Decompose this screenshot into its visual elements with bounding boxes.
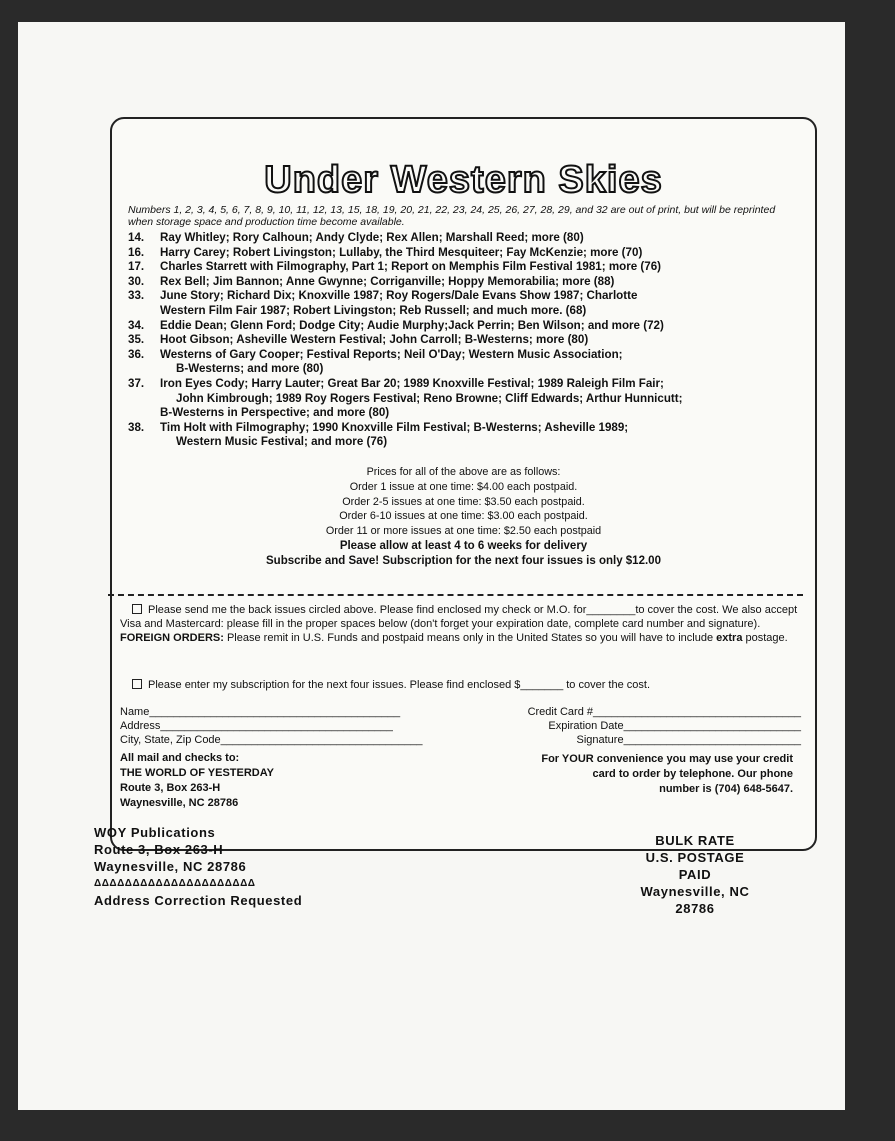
credit-card-field[interactable]: Credit Card #__________________________________ bbox=[527, 706, 801, 718]
sender-line: Address Correction Requested bbox=[94, 893, 303, 908]
return-address bbox=[94, 824, 302, 909]
indicia-line: 28786 bbox=[675, 901, 715, 916]
cut-line bbox=[108, 594, 803, 596]
phone-line: card to order by telephone. Our phone bbox=[592, 768, 793, 780]
issue-contents-cont: Western Film Fair 1987; Robert Livingston; Reb Russell; and much more. (68) bbox=[160, 303, 587, 317]
city-state-zip-field[interactable]: City, State, Zip Code_________________________________ bbox=[120, 734, 423, 746]
issue-number: 36. bbox=[128, 347, 145, 361]
subscription-checkbox[interactable] bbox=[132, 679, 142, 689]
address-field[interactable]: Address______________________________________ bbox=[120, 720, 393, 732]
back-issue-list bbox=[128, 231, 805, 450]
signature-field[interactable]: Signature_____________________________ bbox=[576, 734, 801, 746]
delta-row: ΔΔΔΔΔΔΔΔΔΔΔΔΔΔΔΔΔΔΔΔΔ bbox=[94, 878, 256, 889]
back-issue-entry[interactable] bbox=[128, 231, 805, 246]
issue-number: 16. bbox=[128, 245, 145, 259]
back-issue-entry[interactable] bbox=[128, 421, 805, 450]
delivery-note: Please allow at least 4 to 6 weeks for delivery bbox=[339, 539, 588, 552]
mail-line: THE WORLD OF YESTERDAY bbox=[120, 767, 275, 779]
magazine-title: Under Western Skies bbox=[264, 159, 663, 201]
expiration-date-field[interactable]: Expiration Date_____________________________ bbox=[548, 720, 801, 732]
issue-contents: Harry Carey; Robert Livingston; Lullaby, the Third Mesquiteer; Fay McKenzie; more (70) bbox=[160, 245, 643, 259]
issue-number: 34. bbox=[128, 318, 145, 332]
indicia-line: Waynesville, NC bbox=[640, 884, 750, 899]
issue-contents: Tim Holt with Filmography; 1990 Knoxville Film Festival; B-Westerns; Asheville 1989; bbox=[160, 420, 629, 434]
issue-contents: Rex Bell; Jim Bannon; Anne Gwynne; Corriganville; Hoppy Memorabilia; more (88) bbox=[160, 274, 615, 288]
back-issue-entry[interactable] bbox=[128, 348, 805, 377]
back-issue-entry[interactable] bbox=[128, 275, 805, 290]
issue-contents: Ray Whitley; Rory Calhoun; Andy Clyde; Rex Allen; Marshall Reed; more (80) bbox=[160, 231, 584, 244]
issue-contents: Eddie Dean; Glenn Ford; Dodge City; Audie Murphy;Jack Perrin; Ben Wilson; and more (72) bbox=[160, 318, 664, 332]
mail-line: All mail and checks to: bbox=[120, 752, 240, 764]
postage-indicia bbox=[625, 832, 765, 917]
phone-line: number is (704) 648-5647. bbox=[659, 783, 793, 795]
issue-number: 33. bbox=[128, 289, 145, 303]
price-heading: Prices for all of the above are as follows: bbox=[366, 466, 561, 478]
back-issue-entry[interactable] bbox=[128, 289, 805, 318]
issue-number: 17. bbox=[128, 260, 145, 274]
issue-contents-cont: John Kimbrough; 1989 Roy Rogers Festival; Reno Browne; Cliff Edwards; Arthur Hunnicutt; bbox=[176, 391, 683, 405]
issue-contents: Charles Starrett with Filmography, Part 1; Report on Memphis Film Festival 1981; more (76) bbox=[160, 260, 662, 274]
postage-word: postage. bbox=[745, 632, 788, 644]
price-tier: Order 1 issue at one time: $4.00 each postpaid. bbox=[349, 480, 578, 493]
phone-order-note bbox=[541, 752, 793, 797]
indicia-line: U.S. POSTAGE bbox=[645, 850, 745, 865]
back-cover-page bbox=[18, 22, 845, 1110]
issue-contents: Hoot Gibson; Asheville Western Festival; John Carroll; B-Westerns; more (80) bbox=[160, 333, 589, 347]
subscription-offer: Subscribe and Save! Subscription for the next four issues is only $12.00 bbox=[266, 554, 661, 567]
customer-fields bbox=[120, 705, 801, 747]
sender-line: Route 3, Box 263-H bbox=[94, 842, 224, 857]
indicia-line: BULK RATE bbox=[655, 833, 735, 848]
issue-contents: June Story; Richard Dix; Knoxville 1987; Roy Rogers/Dale Evans Show 1987; Charlotte bbox=[160, 289, 638, 303]
price-tier: Order 11 or more issues at one time: $2.50 each postpaid bbox=[325, 525, 602, 538]
back-issue-entry[interactable] bbox=[128, 377, 805, 421]
back-issue-entry[interactable] bbox=[128, 246, 805, 261]
back-issue-order-text bbox=[120, 603, 801, 645]
back-issue-entry[interactable] bbox=[128, 333, 805, 348]
back-issue-entry[interactable] bbox=[128, 260, 805, 275]
mail-line: Waynesville, NC 28786 bbox=[120, 797, 239, 809]
foreign-orders-text: Please remit in U.S. Funds and postpaid means only in the United States so you will have to include bbox=[226, 632, 714, 644]
extra-word: extra bbox=[716, 632, 743, 644]
issue-number: 14. bbox=[128, 231, 145, 244]
back-issues-instructions: Please send me the back issues circled above. Please find enclosed my check or M.O. for________to cover the cost. We also accept Visa and Mastercard: please fill in the proper spaces below (don't forget your expiration date, complete card number and signature). bbox=[120, 604, 798, 630]
issue-number: 38. bbox=[128, 420, 145, 434]
mail-line: Route 3, Box 263-H bbox=[120, 782, 221, 794]
sender-line: WOY Publications bbox=[94, 825, 216, 840]
price-tier: Order 2-5 issues at one time: $3.50 each postpaid. bbox=[342, 495, 585, 508]
issue-number: 30. bbox=[128, 274, 145, 288]
sender-line: Waynesville, NC 28786 bbox=[94, 859, 247, 874]
issue-contents: Iron Eyes Cody; Harry Lauter; Great Bar 20; 1989 Knoxville Festival; 1989 Raleigh Film Fair; bbox=[160, 376, 664, 390]
subscription-instructions: Please enter my subscription for the next four issues. Please find enclosed $_______ to cover the cost. bbox=[148, 679, 651, 691]
issue-number: 35. bbox=[128, 333, 145, 347]
issue-contents-cont: Western Music Festival; and more (76) bbox=[176, 435, 388, 449]
indicia-line: PAID bbox=[678, 867, 712, 882]
back-issues-checkbox[interactable] bbox=[132, 604, 142, 614]
issue-contents-cont: B-Westerns; and more (80) bbox=[176, 362, 324, 376]
price-list bbox=[112, 465, 815, 569]
out-of-print-note: Numbers 1, 2, 3, 4, 5, 6, 7, 8, 9, 10, 11, 12, 13, 15, 18, 19, 20, 21, 22, 23, 24, 25, 26, 27, 28, 29, and 32 are out of print, but will be reprinted when storage space and production time become available. bbox=[128, 204, 776, 228]
subscription-order-text bbox=[120, 679, 801, 691]
mailing-address bbox=[120, 751, 274, 811]
back-issue-entry[interactable] bbox=[128, 319, 805, 334]
phone-line: For YOUR convenience you may use your credit bbox=[541, 753, 793, 765]
foreign-orders-label: FOREIGN ORDERS: bbox=[120, 632, 224, 644]
order-form-box bbox=[110, 117, 817, 851]
name-field[interactable]: Name_________________________________________ bbox=[120, 706, 401, 718]
issue-contents: Westerns of Gary Cooper; Festival Reports; Neil O'Day; Western Music Association; bbox=[160, 347, 623, 361]
issue-number: 37. bbox=[128, 376, 145, 390]
price-tier: Order 6-10 issues at one time: $3.00 each postpaid. bbox=[339, 510, 588, 523]
issue-contents-cont: B-Westerns in Perspective; and more (80) bbox=[160, 406, 390, 420]
